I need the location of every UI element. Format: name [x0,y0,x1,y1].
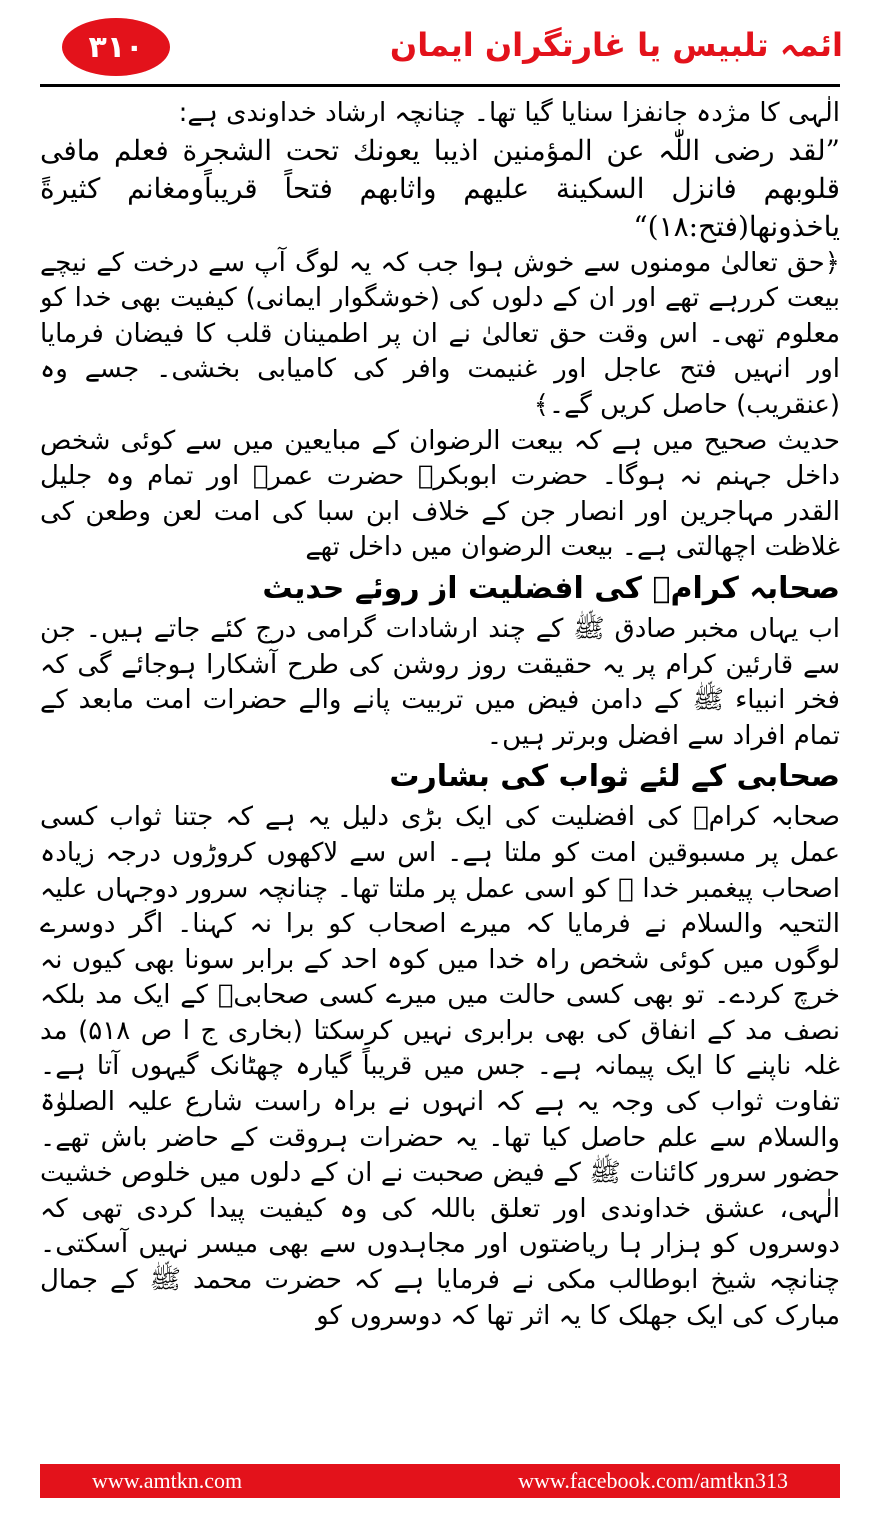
website-link[interactable]: www.amtkn.com [92,1468,243,1493]
page-body [40,96,840,1448]
section-heading: صحابی کے لئے ثواب کی بشارت [389,759,840,795]
page-footer [40,1464,840,1498]
paragraph: حدیث صحیح میں ہے کہ بیعت الرضوان کے مبایعین میں سے کوئی شخص داخل جہنم نہ ہوگا۔ حضرت ابوبکرؓ حضرت عمرؓ اور تمام وہ جلیل القدر مہاجرین اور انصار جن کے خلاف ابن سبا کی امت لعن وطعن کی غلاظت اچھالتی ہے۔ بیعت الرضوان میں داخل تھے [40,425,840,563]
page-header [0,0,881,90]
facebook-link[interactable]: www.facebook.com/amtkn313 [518,1468,788,1493]
page-number-badge: ۳۱۰ [62,18,170,76]
paragraph: اب یہاں مخبر صادق ﷺ کے چند ارشادات گرامی درج کئے جاتے ہیں۔ جن سے قارئین کرام پر یہ حقیقت روز روشن کی طرح آشکارا ہوجائے گی کہ فخر انبیاء ﷺ کے دامن فیض میں تربیت پانے والے حضرات امت مابعد کے تمام افراد سے افضل وبرتر ہیں۔ [40,613,840,751]
header-rule [40,84,840,87]
book-title: ائمہ تلبیس یا غارتگران ایمان [389,26,843,64]
quran-verse: ”لقد رضی اللّٰہ عن المؤمنین اذیبا یعونك تحت الشجرة فعلم مافی قلوبهم فانزل السكینة علیهم واثابهم فتحاً قریباًومغانم كثیرةً یاخذونها(فتح:۱۸)“ [40,133,840,243]
section-heading: صحابہ کرامؓ کی افضلیت از روئے حدیث [262,570,840,606]
paragraph: صحابہ کرامؓ کی افضلیت کی ایک بڑی دلیل یہ ہے کہ جتنا ثواب کسی عمل پر مسبوقین امت کو ملتا ہے۔ اس سے لاکھوں کروڑوں درجہ زیادہ اصحاب پیغمبر خدا ﷺ کو اسی عمل پر ملتا تھا۔ چنانچہ سرور دوجہاں علیہ التحیہ والسلام نے فرمایا کہ میرے اصحاب کو برا نہ کہنا۔ اگر دوسرے لوگوں میں کوئی شخص راہ خدا میں کوہ احد کے برابر سونا بھی کیوں نہ خرچ کردے۔ تو بھی کسی حالت میں میرے کسی صحابیؓ کے ایک مد بلکہ نصف مد کے انفاق کی بھی برابری نہیں کرسکتا (بخاری ج ا ص ۵۱۸) مد غلہ ناپنے کا ایک پیمانہ ہے۔ جس میں قریباً گیارہ چھٹانک گیہوں آتا ہے۔ تفاوت ثواب کی وجہ یہ ہے کہ انہوں نے براہ راست شارع علیہ الصلوٰۃ والسلام سے علم حاصل کیا تھا۔ یہ حضرات ہروقت کے حاضر باش تھے۔ حضور سرور کائنات ﷺ کے فیض صحبت نے ان کے دلوں میں خلوص خشیت الٰہی، عشق خداوندی اور تعلق باللہ کی وہ کیفیت پیدا کردی تھی کہ دوسروں کو ہزار ہا ریاضتوں اور مجاہدوں سے بھی میسر نہیں آسکتی۔ چنانچہ شیخ ابوطالب مکی نے فرمایا ہے کہ حضرت محمد ﷺ کے جمال مبارک کی ایک جھلک کا یہ اثر تھا کہ دوسروں کو [40,802,840,1331]
verse-translation: ﴿حق تعالیٰ مومنوں سے خوش ہوا جب کہ یہ لوگ آپ سے درخت کے نیچے بیعت کررہے تھے اور ان کے دلوں کی (خوشگوار ایمانی) کیفیت بھی خدا کو معلوم تھی۔ اس وقت حق تعالیٰ نے ان پر اطمینان قلب کا فیضان فرمایا اور انہیں فتح عاجل اور غنیمت وافر کی کامیابی بخشی۔ جسے وہ (عنقریب) حاصل کریں گے۔﴾ [40,247,840,420]
paragraph: الٰہی کا مژدہ جانفزا سنایا گیا تھا۔ چنانچہ ارشاد خداوندی ہے: [178,98,840,128]
